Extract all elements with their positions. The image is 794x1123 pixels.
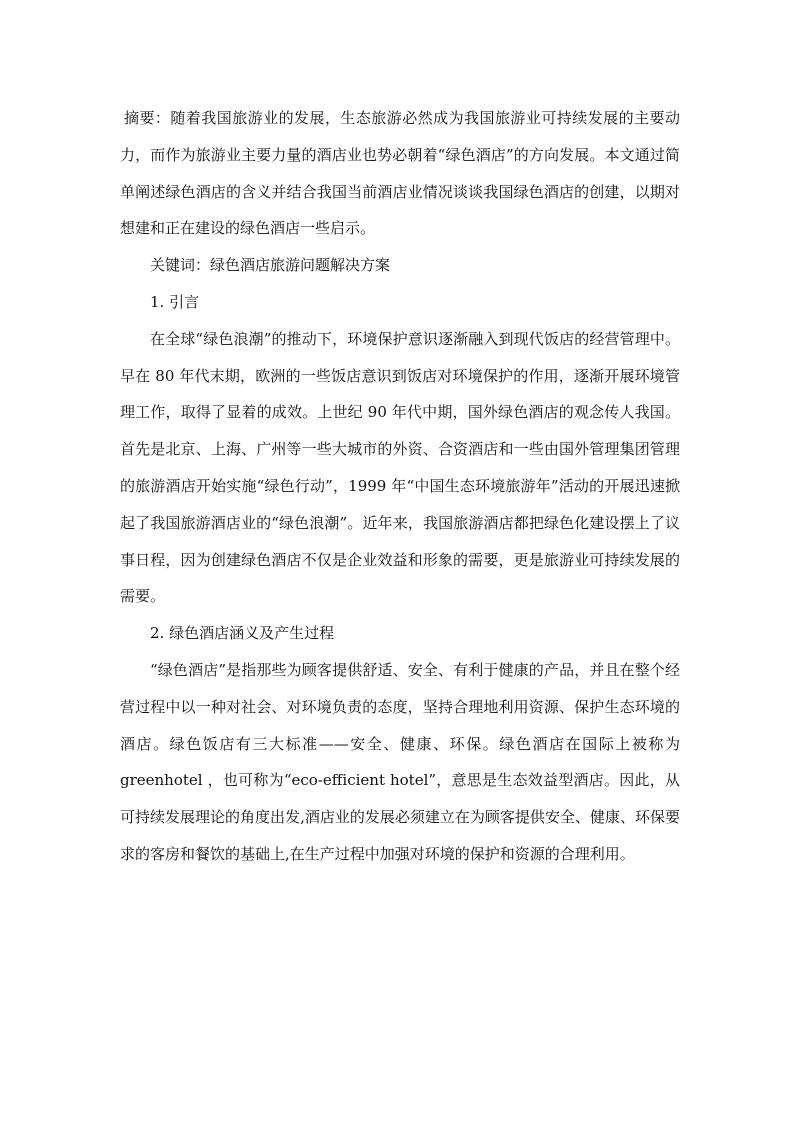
document-body	[120, 100, 680, 873]
section-heading-introduction: 1. 引言	[150, 292, 200, 311]
abstract-paragraph: 摘要：随着我国旅游业的发展，生态旅游必然成为我国旅游业可持续发展的主要动力，而作为旅游业主要力量的酒店业也势必朝着“绿色酒店”的方向发展。本文通过简单阐述绿色酒店的含义并结合我国当前酒店业情况谈谈我国绿色酒店的创建，以期对想建和正在建设的绿色酒店一些启示。	[120, 109, 680, 238]
keywords-paragraph: 关键词：绿色酒店旅游问题解决方案	[150, 256, 391, 275]
section-heading-green-hotel-meaning: 2. 绿色酒店涵义及产生过程	[150, 624, 335, 643]
green-hotel-definition-paragraph: “绿色酒店”是指那些为顾客提供舒适、安全、有利于健康的产品，并且在整个经营过程中以一种对社会、对环境负责的态度，坚持合理地利用资源、保护生态环境的酒店。绿色饭店有三大标准——安全、健康、环保。绿色酒店在国际上被称为 greenhotel ，也可称为“eco-efficient hotel”，意思是生态效益型酒店。因此，从可持续发展理论的角度出发,酒店业的发展必须建立在为顾客提供安全、健康、环保要求的客房和餐饮的基础上,在生产过程中加强对环境的保护和资源的合理利用。	[120, 660, 680, 863]
introduction-paragraph: 在全球“绿色浪潮”的推动下，环境保护意识逐渐融入到现代饭店的经营管理中。早在 80 年代末期，欧洲的一些饭店意识到饭店对环境保护的作用，逐渐开展环境管理工作，取得了显着的成效。上世纪 90 年代中期，国外绿色酒店的观念传人我国。首先是北京、上海、广州等一些大城市的外资、合资酒店和一些由国外管理集团管理的旅游酒店开始实施“绿色行动”，1999 年“中国生态环境旅游年”活动的开展迅速掀起了我国旅游酒店业的“绿色浪潮”。近年来，我国旅游酒店都把绿色化建设摆上了议事日程，因为创建绿色酒店不仅是企业效益和形象的需要，更是旅游业可持续发展的需要。	[120, 329, 680, 606]
